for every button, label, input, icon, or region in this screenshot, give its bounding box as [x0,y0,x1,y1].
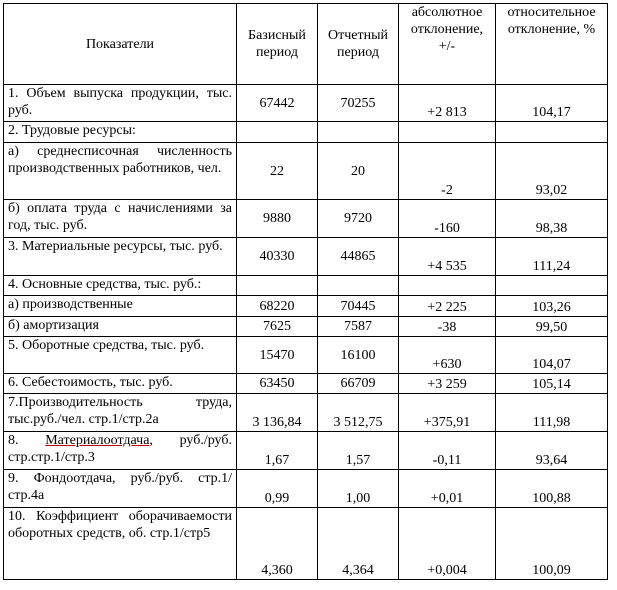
abs-value: -2 [399,143,496,200]
row-label-suffix: , руб./руб. стр.стр.1/стр.3 [8,433,232,465]
report-value: 66709 [318,374,399,394]
base-value: 67442 [237,85,318,122]
report-value: 1,00 [318,470,399,508]
report-value: 4,364 [318,508,399,580]
base-value: 4,360 [237,508,318,580]
abs-value: -160 [399,200,496,238]
base-value: 9880 [237,200,318,238]
header-base-period: Базисный период [237,4,318,85]
abs-value: -0,11 [399,432,496,470]
abs-value: +4 535 [399,238,496,276]
abs-value [399,276,496,296]
abs-value: -38 [399,317,496,337]
rel-value: 98,38 [496,200,608,238]
row-label: 9. Фондоотдача, руб./руб. стр.1/стр.4а [4,470,237,508]
header-abs-deviation: абсолютное отклонение, +/- [399,4,496,85]
table-row [4,394,608,432]
report-value: 16100 [318,337,399,374]
base-value: 40330 [237,238,318,276]
indicators-table [3,3,608,580]
table-row [4,374,608,394]
table-row [4,432,608,470]
row-label: б) амортизация [4,317,237,337]
row-label: 1. Объем выпуска продукции, тыс. руб. [4,85,237,122]
report-value: 3 512,75 [318,394,399,432]
rel-value: 104,07 [496,337,608,374]
row-label: 10. Коэффициент оборачиваемости оборотных средств, об. стр.1/стр5 [4,508,237,580]
abs-value: +2 813 [399,85,496,122]
table-row [4,296,608,317]
row-label: а) производственные [4,296,237,317]
abs-value: +3 259 [399,374,496,394]
abs-value: +0,004 [399,508,496,580]
header-row [4,4,608,85]
rel-value: 111,98 [496,394,608,432]
report-value: 70445 [318,296,399,317]
table-row [4,200,608,238]
report-value: 1,57 [318,432,399,470]
abs-value: +630 [399,337,496,374]
header-rel-deviation: относительное отклонение, % [496,4,608,85]
base-value [237,122,318,143]
row-label-prefix: 8. [8,433,46,448]
base-value: 22 [237,143,318,200]
header-report-period: Отчетный период [318,4,399,85]
report-value: 70255 [318,85,399,122]
base-value: 0,99 [237,470,318,508]
row-label [4,432,237,470]
row-label: б) оплата труда с начислениями за год, тыс. руб. [4,200,237,238]
header-indicators: Показатели [4,4,237,85]
abs-value: +2 225 [399,296,496,317]
base-value: 15470 [237,337,318,374]
base-value: 7625 [237,317,318,337]
table-row [4,317,608,337]
table-row [4,276,608,296]
base-value: 63450 [237,374,318,394]
row-label: 5. Оборотные средства, тыс. руб. [4,337,237,374]
base-value [237,276,318,296]
row-label: 7.Производительность труда, тыс.руб./чел. стр.1/стр.2а [4,394,237,432]
row-label: 6. Себестоимость, тыс. руб. [4,374,237,394]
report-value: 20 [318,143,399,200]
table-row [4,122,608,143]
table-row [4,508,608,580]
table-row [4,238,608,276]
report-value [318,122,399,143]
table-row [4,85,608,122]
row-label: а) среднесписочная численность производственных работников, чел. [4,143,237,200]
rel-value: 93,02 [496,143,608,200]
rel-value: 104,17 [496,85,608,122]
table-row [4,470,608,508]
rel-value: 99,50 [496,317,608,337]
report-value: 9720 [318,200,399,238]
table-row [4,143,608,200]
report-value [318,276,399,296]
rel-value: 111,24 [496,238,608,276]
row-label: 2. Трудовые ресурсы: [4,122,237,143]
table-row [4,337,608,374]
abs-value: +375,91 [399,394,496,432]
report-value: 7587 [318,317,399,337]
report-value: 44865 [318,238,399,276]
rel-value: 93,64 [496,432,608,470]
base-value: 3 136,84 [237,394,318,432]
row-label-underlined: Материалоотдача [45,433,150,448]
abs-value: +0,01 [399,470,496,508]
abs-value [399,122,496,143]
rel-value: 105,14 [496,374,608,394]
row-label: 3. Материальные ресурсы, тыс. руб. [4,238,237,276]
rel-value [496,276,608,296]
row-label: 4. Основные средства, тыс. руб.: [4,276,237,296]
base-value: 1,67 [237,432,318,470]
rel-value [496,122,608,143]
base-value: 68220 [237,296,318,317]
rel-value: 100,88 [496,470,608,508]
rel-value: 100,09 [496,508,608,580]
rel-value: 103,26 [496,296,608,317]
